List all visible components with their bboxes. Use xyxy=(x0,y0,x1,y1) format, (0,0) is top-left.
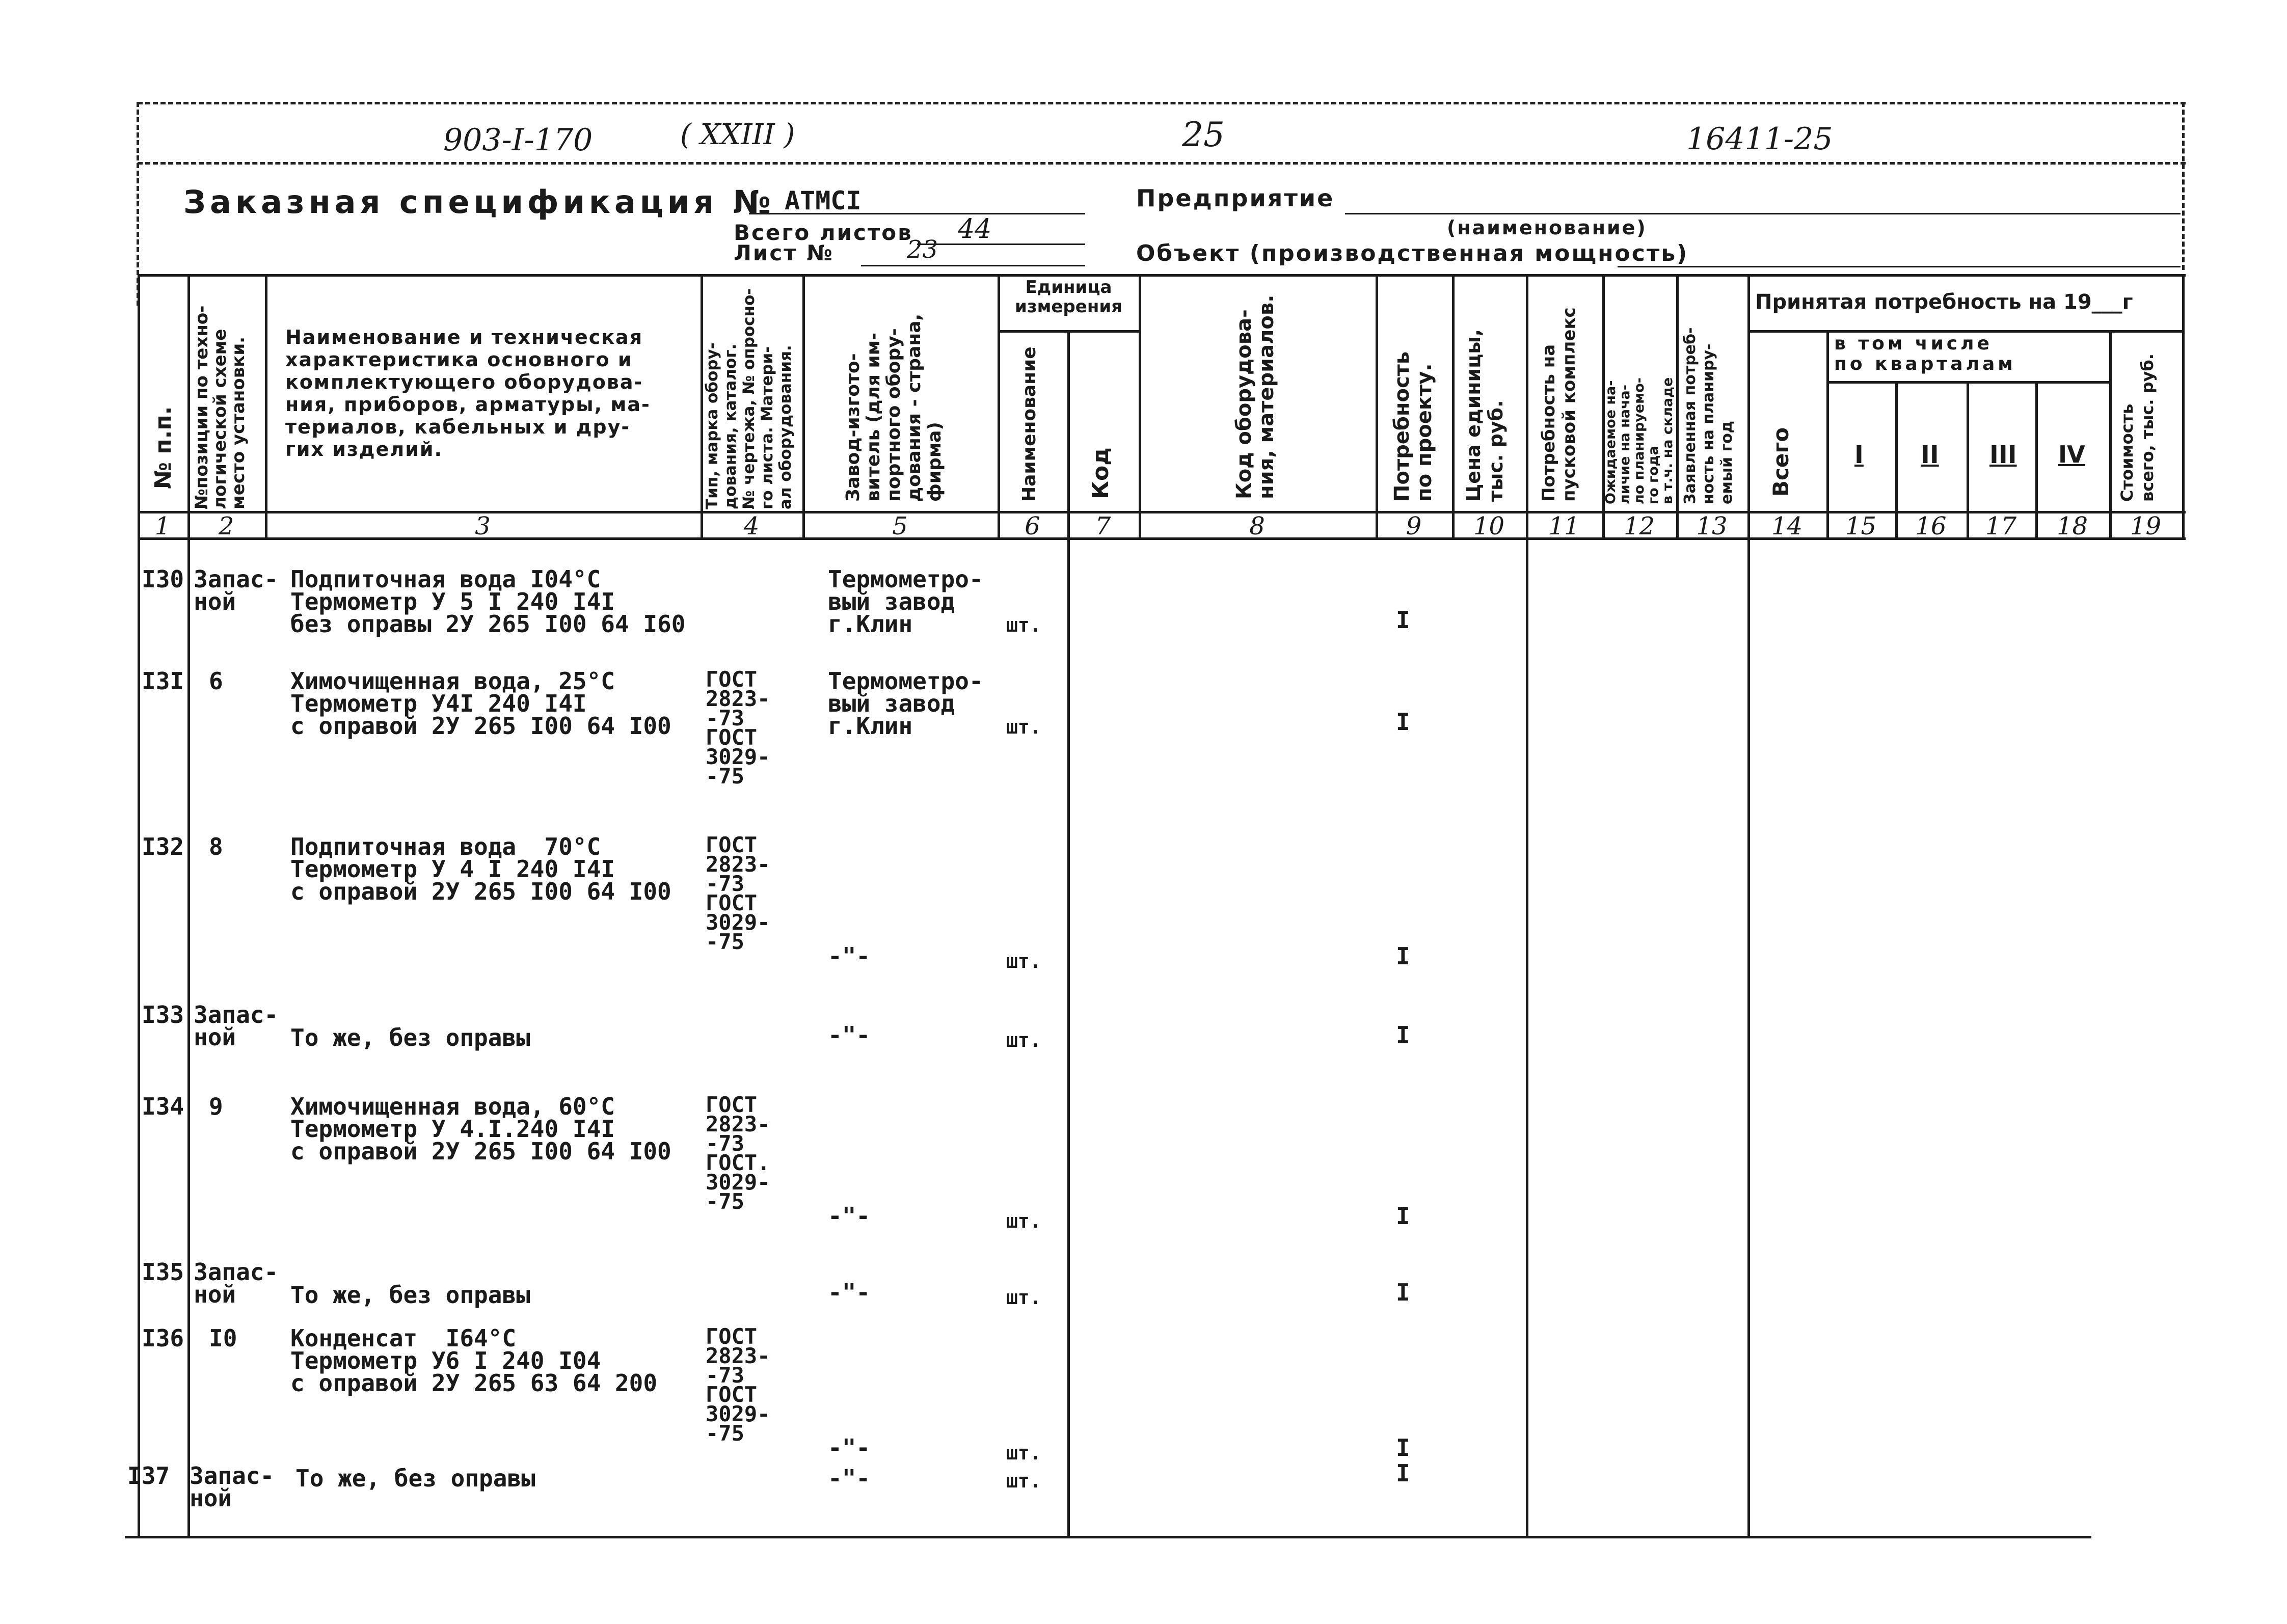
col-line-t xyxy=(2182,274,2185,540)
row-position: 9 xyxy=(209,1093,223,1120)
row-unit: шт. xyxy=(1006,950,1041,972)
table-top-line xyxy=(138,274,2186,277)
colnum-9: 9 xyxy=(1406,512,1422,540)
col-line-f xyxy=(998,274,1000,540)
row-quantity: I xyxy=(1396,942,1410,970)
row-description: Конденсат I64°С Термометр У6 I 240 I04 с оправой 2У 265 63 64 200 xyxy=(290,1324,658,1397)
sheet-value: 23 xyxy=(907,235,938,264)
row-quantity: I xyxy=(1396,1021,1410,1049)
spec-number: АТМСI xyxy=(785,186,862,215)
colnum-17: 17 xyxy=(1985,512,2017,540)
row-number: I37 xyxy=(127,1462,170,1490)
sheet-label: Лист № xyxy=(734,240,834,265)
header-col2: №позиции по техно- логической схеме место установки. xyxy=(192,305,249,509)
col-line-j xyxy=(1452,274,1455,540)
header-col3: Наименование и техническая характеристика основного и комплектующего оборудова- ния, приборов, арматуры, ма- териалов, кабельных и дру- гих изделий. xyxy=(285,326,651,461)
spec-number-underline xyxy=(749,213,1085,214)
header-col13: Заявленная потреб- ность на планиру- емый год xyxy=(1681,327,1736,504)
row-type: ГОСТ 2823- -73 ГОСТ 3029- -75 xyxy=(706,1324,770,1446)
col-line-m xyxy=(1676,274,1679,540)
table-bottom-line xyxy=(125,1536,2091,1538)
colnum-4: 4 xyxy=(743,512,760,540)
total-sheets-label: Всего листов xyxy=(734,220,913,245)
col-line-e xyxy=(802,274,805,540)
row-manufacturer: -"- xyxy=(828,1434,871,1461)
row-manufacturer: -"- xyxy=(828,1279,871,1306)
total-sheets-value: 44 xyxy=(958,214,992,245)
unit-group-line xyxy=(998,330,1139,333)
colnum-15: 15 xyxy=(1845,512,1877,540)
row-quantity: I xyxy=(1396,1279,1410,1306)
series-number: 903-I-170 xyxy=(443,122,593,158)
row-number: I35 xyxy=(142,1258,184,1286)
row-number: I36 xyxy=(142,1324,184,1352)
colnum-6: 6 xyxy=(1025,512,1040,540)
header-col19: Стоимость всего, тыс. руб. xyxy=(2117,354,2157,502)
row-quantity: I xyxy=(1396,708,1410,736)
header-col8: Код оборудова- ния, материалов. xyxy=(1232,294,1278,499)
row-number: I3I xyxy=(142,667,184,695)
row-manufacturer: Термометро- вый завод г.Клин xyxy=(828,667,983,740)
colnum-1: 1 xyxy=(154,512,171,540)
colnum-18: 18 xyxy=(2056,512,2088,540)
row-position: I0 xyxy=(209,1324,237,1352)
colnum-14: 14 xyxy=(1771,512,1803,540)
row-position: 6 xyxy=(209,667,223,695)
header-col6: Наименование xyxy=(1019,346,1040,502)
colnum-10: 10 xyxy=(1473,512,1505,540)
row-description: Химочищенная вода, 25°С Термометр У4I 240 I4I с оправой 2У 265 I00 64 I00 xyxy=(290,667,671,740)
col-line-i xyxy=(1376,274,1378,540)
header-col7: Код xyxy=(1088,447,1114,499)
col-line-h xyxy=(1139,274,1141,540)
row-unit: шт. xyxy=(1006,1442,1041,1464)
row-manufacturer: Термометро- вый завод г.Клин xyxy=(828,565,983,638)
row-manufacturer: -"- xyxy=(828,1021,871,1049)
row-manufacturer: -"- xyxy=(828,1465,871,1492)
row-description: Подпиточная вода 70°С Термометр У 4 I 240 I4I с оправой 2У 265 I00 64 I00 xyxy=(290,833,671,905)
header-quarters: в том числе по кварталам xyxy=(1834,333,2016,374)
enterprise-label: Предприятие xyxy=(1136,184,1335,212)
colnum-19: 19 xyxy=(2130,512,2162,540)
colnum-5: 5 xyxy=(892,512,908,540)
name-hint: (наименование) xyxy=(1447,216,1647,239)
colnum-11: 11 xyxy=(1548,512,1580,540)
row-type: ГОСТ 2823- -73 ГОСТ 3029- -75 xyxy=(706,667,770,789)
top-border xyxy=(138,102,2186,104)
row-position: 8 xyxy=(209,833,223,860)
sheet-underline xyxy=(861,265,1085,266)
row-unit: шт. xyxy=(1006,1210,1041,1232)
header-col14: Всего xyxy=(1768,427,1793,497)
header-q2: II xyxy=(1921,441,1939,469)
col-line-a xyxy=(138,274,140,1537)
quarters-group-line xyxy=(1826,381,2109,384)
header-unit-group: Единица измерения xyxy=(1015,277,1122,317)
header-accepted: Принятая потребность на 19___г xyxy=(1755,290,2133,314)
header-col9: Потребность по проекту. xyxy=(1390,351,1436,502)
header-q3: III xyxy=(1989,441,2017,469)
header-col11: Потребность на пусковой комплекс xyxy=(1539,307,1579,502)
row-number: I34 xyxy=(142,1093,184,1120)
row-unit: шт. xyxy=(1006,1029,1041,1051)
row-description: То же, без оправы xyxy=(290,1024,530,1051)
header-q1: I xyxy=(1854,441,1864,469)
row-number: I32 xyxy=(142,833,184,860)
col-line-c xyxy=(265,274,267,540)
object-underline xyxy=(1618,266,2181,267)
row-manufacturer: -"- xyxy=(828,942,871,970)
spec-title: Заказная спецификация № xyxy=(183,183,775,221)
header-col5: Завод-изгото- витель (для им- портного обору- дования - страна, фирма) xyxy=(843,313,945,502)
row-position: Запас- ной xyxy=(194,1258,279,1308)
colnum-16: 16 xyxy=(1915,512,1947,540)
document-code: 16411-25 xyxy=(1686,121,1833,157)
header-col4: Тип, марка обору- дования, каталог. № чертежа, № опросно- го листа. Матери- ал оборудования. xyxy=(703,288,795,509)
row-description: То же, без оправы xyxy=(290,1281,530,1309)
row-unit: шт. xyxy=(1006,614,1041,636)
row-description: Подпиточная вода I04°С Термометр У 5 I 240 I4I без оправы 2У 265 I00 64 I60 xyxy=(290,565,686,638)
accepted-group-line xyxy=(1747,330,2182,333)
row-description: То же, без оправы xyxy=(295,1465,535,1492)
row-type: ГОСТ 2823- -73 ГОСТ. 3029- -75 xyxy=(706,1092,770,1214)
row-unit: шт. xyxy=(1006,1470,1041,1492)
colnum-8: 8 xyxy=(1249,512,1265,540)
page-number: 25 xyxy=(1182,115,1225,154)
row-unit: шт. xyxy=(1006,716,1041,738)
colnum-2: 2 xyxy=(218,512,234,540)
album-number: ( XXIII ) xyxy=(680,118,795,151)
colnum-3: 3 xyxy=(475,512,491,540)
header-col10: Цена единицы, тыс. руб. xyxy=(1462,329,1507,502)
header-col1: № п.п. xyxy=(150,406,176,489)
row-position: Запас- ной xyxy=(194,565,279,615)
row-description: Химочищенная вода, 60°С Термометр У 4.I.240 I4I с оправой 2У 265 I00 64 I00 xyxy=(290,1093,671,1165)
strip-bottom-border xyxy=(138,162,2186,165)
row-unit: шт. xyxy=(1006,1286,1041,1309)
row-position: Запас- ной xyxy=(190,1462,275,1512)
row-quantity: I xyxy=(1396,1202,1410,1230)
header-col12: Ожидаемое на- личие на нача- ло планируемо- го года в т.ч. на складе xyxy=(1603,377,1676,504)
row-quantity: I xyxy=(1396,1459,1410,1487)
colnum-12: 12 xyxy=(1623,512,1655,540)
row-quantity: I xyxy=(1396,606,1410,634)
row-type: ГОСТ 2823- -73 ГОСТ 3029- -75 xyxy=(706,832,770,954)
col-line-k xyxy=(1526,274,1528,1537)
enterprise-underline xyxy=(1345,213,2181,214)
row-position: Запас- ной xyxy=(194,1001,279,1051)
colnum-13: 13 xyxy=(1696,512,1728,540)
row-number: I33 xyxy=(142,1001,184,1028)
col-line-b xyxy=(187,274,190,1537)
colnum-7: 7 xyxy=(1095,512,1111,540)
col-line-o xyxy=(1826,331,1829,540)
right-border-top xyxy=(2182,102,2185,270)
object-label: Объект (производственная мощность) xyxy=(1136,240,1689,266)
row-manufacturer: -"- xyxy=(828,1202,871,1230)
header-q4: IV xyxy=(2058,441,2085,468)
row-quantity: I xyxy=(1396,1434,1410,1461)
col-line-s xyxy=(2109,331,2112,540)
total-sheets-underline xyxy=(917,243,1085,245)
col-line-n xyxy=(1747,274,1750,1537)
row-number: I30 xyxy=(142,565,184,593)
